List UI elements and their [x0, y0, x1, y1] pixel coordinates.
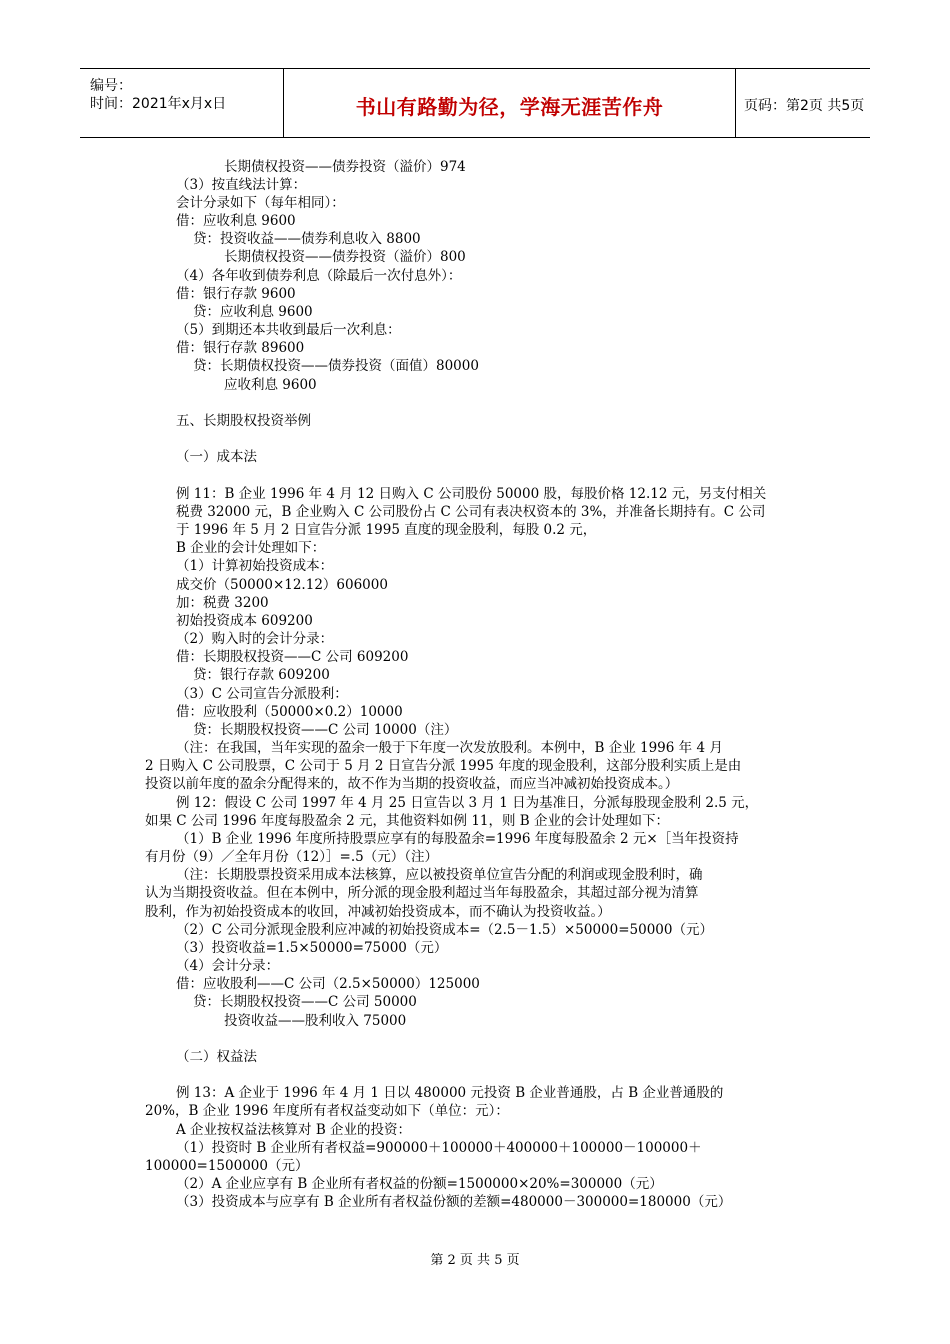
- text-line: （5）到期还本共收到最后一次利息：: [176, 322, 401, 338]
- text-line: （3）投资收益=1.5×50000=75000（元）: [176, 940, 448, 956]
- text-line: （2）A 企业应享有 B 企业所有者权益的份额=1500000×20%=300000（元）: [176, 1176, 663, 1192]
- text-line: 投资以前年度的盈余分配得来的，故不作为当期的投资收益，而应当冲减初始投资成本。）: [145, 776, 679, 792]
- text-line: 应收利息 9600: [224, 377, 317, 393]
- subsection-heading: （二）权益法: [176, 1049, 257, 1065]
- text-line: （3）按直线法计算：: [176, 177, 307, 193]
- text-line: （1）投资时 B 企业所有者权益=900000＋100000＋400000＋100000－100000＋: [176, 1140, 702, 1156]
- text-line: （1）B 企业 1996 年度所持股票应享有的每股盈余=1996 年度每股盈余 2 元×［当年投资持: [176, 831, 739, 847]
- header-motto: 书山有路勤为径，学海无涯苦作舟: [355, 95, 664, 119]
- text-line: 初始投资成本 609200: [176, 613, 313, 629]
- text-line: 借：应收股利——C 公司（2.5×50000）125000: [176, 976, 480, 992]
- text-line: 股利，作为初始投资成本的收回，冲减初始投资成本，而不确认为投资收益。）: [145, 904, 611, 920]
- header-meta-cell: [80, 69, 284, 137]
- text-line: （3）投资成本与应享有 B 企业所有者权益份额的差额=480000－300000=180000（元）: [176, 1194, 732, 1210]
- text-line: （注：长期股票投资采用成本法核算，应以被投资单位宣告分配的利润或现金股利时，确: [176, 867, 703, 883]
- doc-number-label: 编号：: [90, 78, 132, 94]
- text-line: （4）会计分录：: [176, 958, 280, 974]
- text-line: 借：应收利息 9600: [176, 213, 296, 229]
- text-line: 于 1996 年 5 月 2 日宣告分派 1995 直度的现金股利，每股 0.2 元，: [176, 522, 597, 538]
- text-line: 税费 32000 元，B 企业购入 C 公司股份占 C 公司有表决权资本的 3%，并准备长期持有。C 公司: [176, 504, 766, 520]
- header-page-info: 页码：第2页 共5页: [744, 98, 865, 114]
- text-line: 例 11：B 企业 1996 年 4 月 12 日购入 C 公司股份 50000 股，每股价格 12.12 元，另支付相关: [176, 486, 767, 502]
- text-line: （2）购入时的会计分录：: [176, 631, 334, 647]
- text-line: （注：在我国，当年实现的盈余一般于下年度一次发放股利。本例中，B 企业 1996 年 4 月: [176, 740, 723, 756]
- text-line: 借：银行存款 9600: [176, 286, 296, 302]
- text-line: 成交价（50000×12.12）606000: [176, 577, 388, 593]
- text-line: 2 日购入 C 公司股票，C 公司于 5 月 2 日宣告分派 1995 年度的现金股利，这部分股利实质上是由: [145, 758, 742, 774]
- text-line: 借：银行存款 89600: [176, 340, 305, 356]
- text-line: 借：应收股利（50000×0.2）10000: [176, 704, 403, 720]
- text-line: 投资收益——股利收入 75000: [224, 1013, 407, 1029]
- text-line: （1）计算初始投资成本：: [176, 558, 334, 574]
- doc-time-label: 时间：2021年x月x日: [90, 96, 227, 112]
- text-line: （3）C 公司宣告分派股利：: [176, 686, 348, 702]
- text-line: 20%，B 企业 1996 年度所有者权益变动如下（单位：元）：: [145, 1103, 509, 1119]
- header-motto-cell: [284, 69, 736, 137]
- text-line: 认为当期投资收益。但在本例中，所分派的现金股利超过当年每股盈余，其超过部分视为清算: [145, 885, 699, 901]
- text-line: 例 13：A 企业于 1996 年 4 月 1 日以 480000 元投资 B 企业普通股，占 B 企业普通股的: [176, 1085, 724, 1101]
- text-line: 长期债权投资——债券投资（溢价）800: [224, 249, 466, 265]
- text-line: 贷：长期股权投资——C 公司 10000（注）: [193, 722, 458, 738]
- text-line: 100000=1500000（元）: [145, 1158, 309, 1174]
- text-line: 借：长期股权投资——C 公司 609200: [176, 649, 409, 665]
- header-page-cell: [736, 69, 870, 137]
- page-header: [80, 68, 870, 138]
- text-line: 贷：长期债权投资——债券投资（面值）80000: [193, 358, 479, 374]
- section-heading: 五、长期股权投资举例: [176, 413, 311, 429]
- text-line: 贷：银行存款 609200: [193, 667, 330, 683]
- text-line: 例 12：假设 C 公司 1997 年 4 月 25 日宣告以 3 月 1 日为基准日，分派每股现金股利 2.5 元，: [176, 795, 759, 811]
- text-line: 长期债权投资——债券投资（溢价）974: [224, 159, 466, 175]
- page-footer: 第 2 页 共 5 页: [430, 1253, 520, 1268]
- text-line: 如果 C 公司 1996 年度每股盈余 2 元，其他资料如例 11，则 B 企业的会计处理如下：: [145, 813, 669, 829]
- text-line: （4）各年收到债券利息（除最后一次付息外）：: [176, 268, 462, 284]
- text-line: 会计分录如下（每年相同）：: [176, 195, 345, 211]
- text-line: 加：税费 3200: [176, 595, 269, 611]
- text-line: （2）C 公司分派现金股利应冲减的初始投资成本=（2.5－1.5）×50000=50000（元）: [176, 922, 713, 938]
- text-line: 贷：长期股权投资——C 公司 50000: [193, 994, 417, 1010]
- text-line: A 企业按权益法核算对 B 企业的投资：: [176, 1122, 412, 1138]
- subsection-heading: （一）成本法: [176, 449, 257, 465]
- text-line: B 企业的会计处理如下：: [176, 540, 326, 556]
- text-line: 有月份（9）／全年月份（12）］=.5（元）（注）: [145, 849, 438, 865]
- text-line: 贷：投资收益——债券利息收入 8800: [193, 231, 421, 247]
- text-line: 贷：应收利息 9600: [193, 304, 313, 320]
